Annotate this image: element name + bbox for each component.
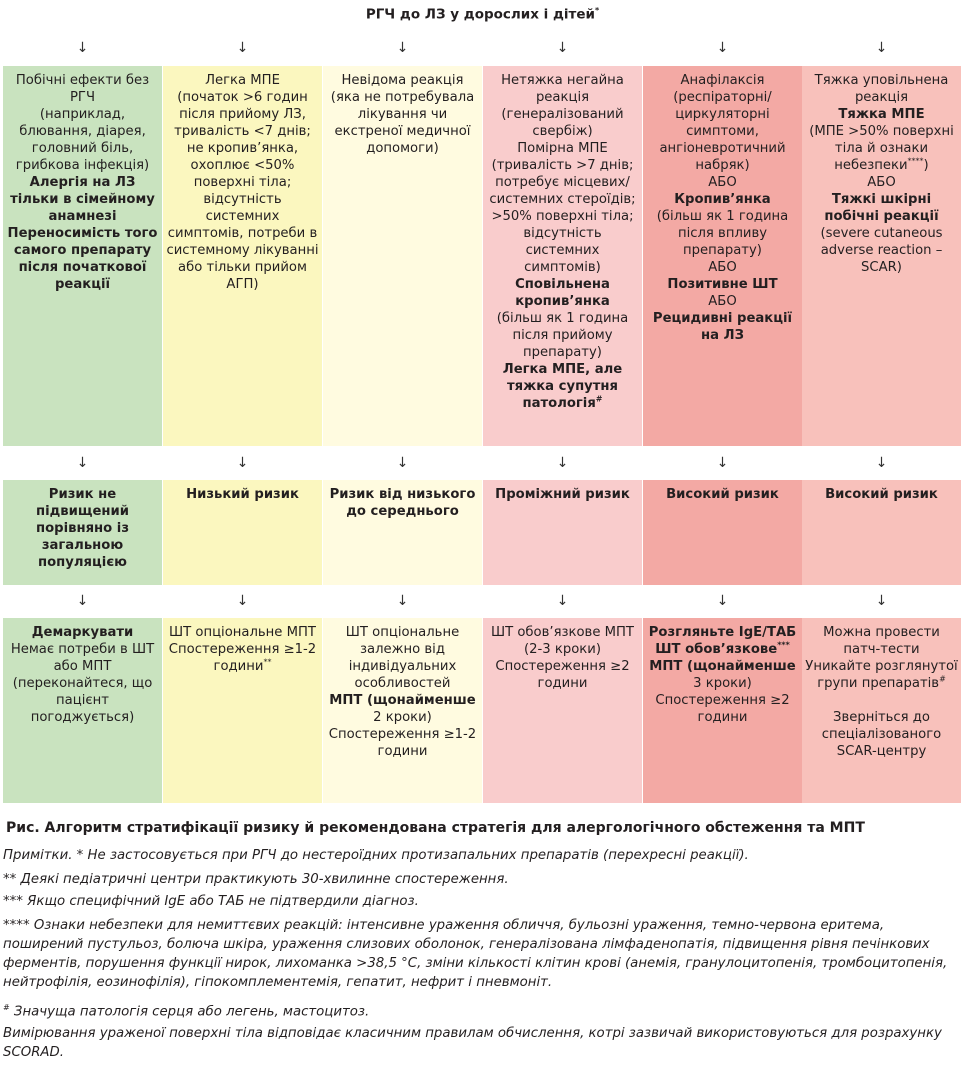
reaction-text-line: (респіраторні/ циркуляторні симптоми, ангіоневротичний набряк) [659, 90, 786, 173]
down-arrow-icon: ↓ [875, 455, 888, 471]
down-arrow-icon: ↓ [556, 593, 569, 609]
risk-box [643, 480, 802, 585]
strategy-text-line: Розгляньте IgE/ТАБ [648, 625, 797, 640]
reaction-text-line: Сповільнена кропив’янка [515, 277, 610, 309]
strategy-text-line: ШТ обов’язкове МПТ (2-3 кроки) [491, 625, 634, 657]
reaction-text-line: Кропив’янка [674, 192, 771, 207]
diagram-title: РГЧ до ЛЗ у дорослих і дітей* [365, 6, 600, 23]
footnote: **** Ознаки небезпеки для немиттєвих реакцій: інтенсивне ураження обличчя, бульозні ураження, темно-червона еритема, поширений пустульоз, болюча шкіра, ураження слизових оболонок, генералізована лімфаденопатія, підвищення рівня печінкових ферментів, порушення функції нирок, лихоманка >38,5 °C, зміни кількості клітин крові (анемія, гранулоцитопенія, тромбоцитопенія, нейтрофілія, еозинофілія), гіпокомплементемія, гепатит, нефрит і пневмоніт. [3, 918, 948, 990]
reaction-text-line: Алергія на ЛЗ тільки в сімейному анамнезі [10, 175, 155, 224]
strategy-text-line: Немає потреби в ШТ або МПТ (переконайтеся, що пацієнт погоджується) [10, 642, 155, 725]
footnote: Вимірювання ураженої поверхні тіла відповідає класичним правилам обчислення, котрі зазвичай використовуються для розрахунку SCORAD. [3, 1026, 942, 1060]
reaction-text-line: (більш як 1 година після впливу препарату) [656, 209, 789, 258]
down-arrow-icon: ↓ [716, 40, 729, 56]
strategy-text-line: Спостереження ≥1-2 години [328, 727, 477, 759]
reaction-text-line: Рецидивні реакції на ЛЗ [652, 311, 793, 343]
footnote: # Значуща патологія серця або легень, мастоцитоз. [3, 1003, 370, 1020]
reaction-text-line: (генералізований свербіж) [501, 107, 624, 139]
down-arrow-icon: ↓ [716, 455, 729, 471]
footnote: ** Деякі педіатричні центри практикують 30-хвилинне спостереження. [3, 872, 509, 887]
risk-box [802, 480, 961, 585]
reaction-text-line: Легка МПЕ, але тяжка супутня патологія# [502, 362, 623, 411]
down-arrow-icon: ↓ [556, 40, 569, 56]
down-arrow-icon: ↓ [875, 593, 888, 609]
reaction-text-line: Легка МПЕ [205, 73, 280, 88]
down-arrow-icon: ↓ [396, 455, 409, 471]
reaction-text-line: (наприклад, блювання, діарея, головний біль, грибкова інфекція) [15, 107, 150, 173]
down-arrow-icon: ↓ [236, 40, 249, 56]
footnote: Примітки. * Не застосовується при РГЧ до нестероїдних протизапальних препаратів (перехресні реакції). [3, 848, 749, 863]
strategy-box [3, 618, 162, 803]
reaction-box [483, 66, 642, 446]
strategy-box [323, 618, 482, 803]
reaction-text-line: Тяжкі шкірні побічні реакції [824, 192, 939, 224]
reaction-text-line: Тяжка МПЕ [838, 107, 925, 122]
reaction-text-line: АБО [867, 175, 896, 190]
reaction-text-line: Переносимість того самого препарату після початкової реакції [7, 226, 158, 292]
down-arrow-icon: ↓ [396, 593, 409, 609]
reaction-text-line: Тяжка уповільнена реакція [814, 73, 949, 105]
reaction-text-line: АБО [708, 294, 737, 309]
reaction-text-line: Побічні ефекти без РГЧ [15, 73, 150, 105]
strategy-text-line: 2 кроки) [373, 710, 432, 725]
reaction-box [643, 66, 802, 446]
reaction-text-line: АБО [708, 175, 737, 190]
down-arrow-icon: ↓ [396, 40, 409, 56]
down-arrow-icon: ↓ [76, 455, 89, 471]
reaction-text-line: (яка не потребувала лікування чи екстреної медичної допомоги) [330, 90, 475, 156]
strategy-text-line: Демаркувати [31, 625, 134, 640]
figure-caption: Рис. Алгоритм стратифікації ризику й рекомендована стратегія для алергологічного обстеження та МПТ [6, 820, 865, 836]
reaction-text-line: (початок >6 годин після прийому ЛЗ, тривалість <7 днів; не кропив’янка, охоплює <50% поверхні тіла; відсутність системних симптомів, потреби в системному лікуванні або тільки прийом АГП) [166, 90, 319, 292]
risk-text-line: Ризик від низького до середнього [329, 487, 476, 519]
strategy-text-line: Можна провести патч-тести [823, 625, 940, 657]
reaction-text-line: АБО [708, 260, 737, 275]
reaction-text-line: (більш як 1 година після прийому препарату) [496, 311, 629, 360]
strategy-text-line: Зверніться до спеціалізованого SCAR-центру [821, 710, 942, 759]
reaction-text-line: (тривалість >7 днів; потребує місцевих/ системних стероїдів; >50% поверхні тіла; відсутність системних симптомів) [489, 158, 636, 275]
risk-box [3, 480, 162, 585]
strategy-text-line: Спостереження ≥2 години [655, 693, 790, 725]
reaction-text-line: (МПЕ >50% поверхні тіла й ознаки небезпеки****) [809, 124, 954, 173]
risk-text-line: Проміжний ризик [495, 487, 630, 502]
down-arrow-icon: ↓ [556, 455, 569, 471]
reaction-text-line: Нетяжка негайна реакція [501, 73, 624, 105]
reaction-box [3, 66, 162, 446]
reaction-text-line: Позитивне ШТ [667, 277, 778, 292]
risk-box [323, 480, 482, 585]
reaction-box [802, 66, 961, 446]
down-arrow-icon: ↓ [236, 593, 249, 609]
reaction-box [163, 66, 322, 446]
strategy-box [802, 618, 961, 803]
risk-text-line: Високий ризик [666, 487, 779, 502]
risk-box [483, 480, 642, 585]
strategy-box [643, 618, 802, 803]
risk-text-line: Високий ризик [825, 487, 938, 502]
down-arrow-icon: ↓ [76, 593, 89, 609]
risk-text-line: Ризик не підвищений порівняно із загальною популяцією [35, 487, 129, 570]
strategy-text-line: Спостереження ≥2 години [495, 659, 630, 691]
strategy-text-line [805, 692, 958, 709]
reaction-box [323, 66, 482, 446]
strategy-box [163, 618, 322, 803]
down-arrow-icon: ↓ [875, 40, 888, 56]
reaction-text-line: (severe cutaneous adverse reaction – SCAR) [820, 226, 943, 275]
reaction-text-line: Анафілаксія [680, 73, 765, 88]
strategy-text-line: ШТ опціональне МПТ [169, 625, 316, 640]
down-arrow-icon: ↓ [236, 455, 249, 471]
down-arrow-icon: ↓ [716, 593, 729, 609]
strategy-text-line: ШТ обов’язкове*** [655, 640, 790, 657]
strategy-text-line: МПТ (щонайменше [329, 693, 476, 708]
strategy-text-line: ШТ опціональне залежно від індивідуальних особливостей [345, 625, 460, 691]
reaction-text-line: Невідома реакція [341, 73, 464, 88]
strategy-text-line: 3 кроки) [693, 676, 752, 691]
reaction-text-line: Помірна МПЕ [517, 141, 608, 156]
strategy-box [483, 618, 642, 803]
risk-box [163, 480, 322, 585]
strategy-text-line: Уникайте розглянутої групи препаратів# [805, 659, 958, 691]
footnote: *** Якщо специфічний IgE або ТАБ не підтвердили діагноз. [3, 894, 419, 909]
down-arrow-icon: ↓ [76, 40, 89, 56]
strategy-text-line: МПТ (щонайменше [649, 659, 796, 674]
risk-text-line: Низький ризик [186, 487, 299, 502]
strategy-text-line: Спостереження ≥1-2 години** [168, 642, 317, 674]
